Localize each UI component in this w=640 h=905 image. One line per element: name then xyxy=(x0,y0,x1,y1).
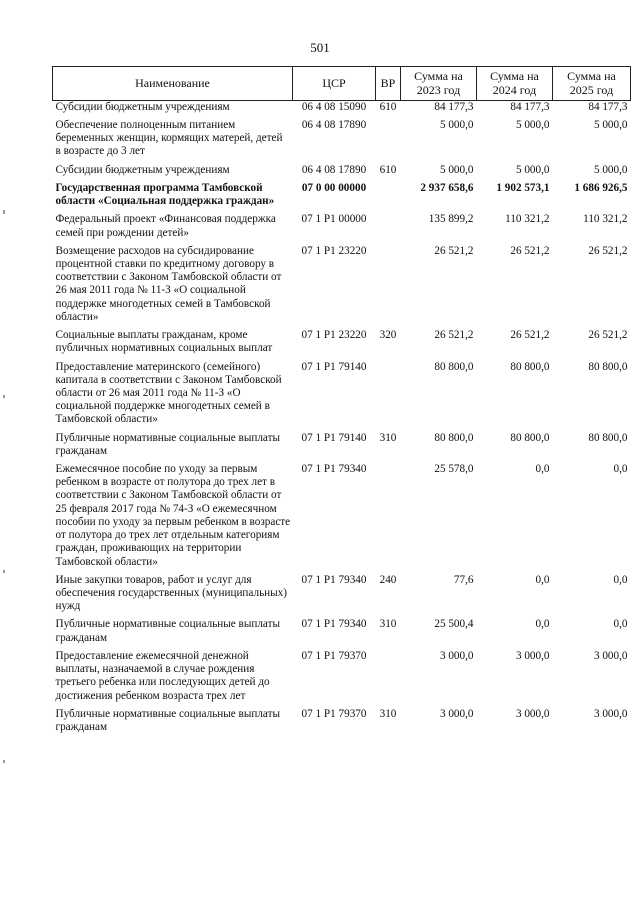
cell-sum-2024: 0,0 xyxy=(535,573,550,586)
table-row xyxy=(53,329,631,360)
table-row xyxy=(53,708,631,739)
table-row xyxy=(53,213,631,244)
cell-sum-2023: 26 521,2 xyxy=(434,244,474,257)
cell-name: Иные закупки товаров, работ и услуг для обеспечения государственных (муниципальных) нужд xyxy=(55,573,287,613)
cell-sum-2025: 26 521,2 xyxy=(588,244,628,257)
cell-vr: 240 xyxy=(379,573,397,586)
cell-sum-2023: 135 899,2 xyxy=(428,213,474,226)
cell-sum-2025: 80 800,0 xyxy=(588,431,628,444)
cell-csr: 06 4 08 17890 xyxy=(301,119,367,131)
header-vr: ВР xyxy=(376,67,401,101)
cell-csr: 07 0 00 00000 xyxy=(301,181,367,194)
table-body xyxy=(53,100,631,739)
cell-sum-2023: 5 000,0 xyxy=(439,119,474,131)
cell-sum-2024: 26 521,2 xyxy=(510,244,550,257)
cell-sum-2024: 3 000,0 xyxy=(515,707,550,720)
cell-vr xyxy=(376,650,401,708)
cell-name: Субсидии бюджетным учреждениям xyxy=(55,163,230,176)
cell-vr: 610 xyxy=(379,100,397,113)
cell-sum-2024: 1 902 573,1 xyxy=(496,181,550,194)
cell-vr: 310 xyxy=(379,707,397,720)
cell-csr: 06 4 08 17890 xyxy=(301,163,367,176)
cell-sum-2023: 84 177,3 xyxy=(434,100,474,113)
header-sum-2023: Сумма на 2023 год xyxy=(401,67,477,101)
cell-sum-2023: 80 800,0 xyxy=(434,431,474,444)
cell-sum-2023: 25 500,4 xyxy=(434,618,474,631)
cell-sum-2025: 3 000,0 xyxy=(593,649,628,662)
scan-margin-mark xyxy=(3,570,5,573)
cell-csr: 07 1 P1 79140 xyxy=(301,360,367,373)
cell-sum-2023: 25 578,0 xyxy=(434,463,474,476)
cell-csr: 07 1 P1 79370 xyxy=(301,649,367,662)
table-row xyxy=(53,361,631,432)
cell-csr: 07 1 P1 79340 xyxy=(301,573,367,586)
page-number: 501 xyxy=(310,40,330,55)
cell-name: Социальные выплаты гражданам, кроме публичных нормативных социальных выплат xyxy=(55,329,273,355)
cell-sum-2025: 84 177,3 xyxy=(588,100,628,113)
cell-csr: 07 1 P1 23220 xyxy=(301,329,367,342)
table-row xyxy=(53,463,631,574)
cell-sum-2025: 26 521,2 xyxy=(588,329,628,342)
scan-margin-mark xyxy=(3,210,5,214)
cell-sum-2023: 3 000,0 xyxy=(439,707,474,720)
cell-csr: 06 4 08 15090 xyxy=(301,100,367,113)
cell-name: Обеспечение полноценным питанием беременных женщин, кормящих матерей, детей в возрасте до 3 лет xyxy=(55,119,283,158)
cell-name: Публичные нормативные социальные выплаты гражданам xyxy=(55,707,281,733)
cell-csr: 07 1 P1 00000 xyxy=(301,213,367,226)
header-sum-2025: Сумма на 2025 год xyxy=(553,67,631,101)
scan-margin-mark xyxy=(3,760,5,763)
cell-name: Предоставление ежемесячной денежной выплаты, назначаемой в случае рождения третьего ребенка или последующих детей до достижения ребенком возраста трех лет xyxy=(55,649,270,702)
cell-csr: 07 1 P1 23220 xyxy=(301,244,367,257)
table-row xyxy=(53,618,631,649)
cell-sum-2024: 110 321,2 xyxy=(505,213,550,226)
cell-sum-2025: 0,0 xyxy=(613,463,628,476)
cell-sum-2024: 0,0 xyxy=(535,463,550,476)
cell-sum-2025: 0,0 xyxy=(613,573,628,586)
cell-sum-2025: 80 800,0 xyxy=(588,360,628,373)
cell-vr: 310 xyxy=(379,618,397,631)
table-row xyxy=(53,574,631,619)
cell-csr: 07 1 P1 79340 xyxy=(301,618,367,631)
table-row xyxy=(53,432,631,463)
cell-csr: 07 1 P1 79370 xyxy=(301,707,367,720)
cell-sum-2024: 80 800,0 xyxy=(510,360,550,373)
cell-sum-2024: 5 000,0 xyxy=(515,119,550,131)
table-row xyxy=(53,119,631,164)
cell-name: Публичные нормативные социальные выплаты гражданам xyxy=(55,431,281,457)
cell-vr: 310 xyxy=(379,431,397,444)
budget-table xyxy=(52,66,631,739)
cell-name: Государственная программа Тамбовской области «Социальная поддержка граждан» xyxy=(55,181,275,208)
cell-sum-2024: 26 521,2 xyxy=(510,329,550,342)
table-row xyxy=(53,182,631,213)
cell-vr xyxy=(376,463,401,574)
cell-csr: 07 1 P1 79140 xyxy=(301,431,367,444)
cell-csr: 07 1 P1 79340 xyxy=(301,463,367,476)
cell-sum-2023: 26 521,2 xyxy=(434,329,474,342)
table-row xyxy=(53,650,631,708)
cell-vr xyxy=(376,245,401,329)
cell-sum-2023: 5 000,0 xyxy=(439,163,474,176)
cell-sum-2025: 5 000,0 xyxy=(593,163,628,176)
table-header-row xyxy=(53,67,631,101)
cell-sum-2025: 110 321,2 xyxy=(583,213,628,226)
cell-sum-2024: 3 000,0 xyxy=(515,649,550,662)
cell-sum-2024: 80 800,0 xyxy=(510,431,550,444)
cell-sum-2023: 3 000,0 xyxy=(439,649,474,662)
cell-name: Публичные нормативные социальные выплаты гражданам xyxy=(55,618,281,644)
cell-sum-2024: 5 000,0 xyxy=(515,163,550,176)
cell-sum-2024: 0,0 xyxy=(535,618,550,631)
cell-name: Предоставление материнского (семейного) капитала в соответствии с Законом Тамбовской области от 26 мая 2011 года № 11-З «О социальной поддержке многодетных семей в Тамбовской области» xyxy=(55,360,282,426)
table-row xyxy=(53,100,631,119)
cell-vr xyxy=(376,213,401,244)
cell-name: Субсидии бюджетным учреждениям xyxy=(55,100,230,113)
cell-sum-2025: 3 000,0 xyxy=(593,707,628,720)
header-csr: ЦСР xyxy=(293,67,376,101)
cell-vr: 610 xyxy=(379,163,397,176)
table-row xyxy=(53,164,631,182)
table-row xyxy=(53,245,631,329)
header-sum-2024: Сумма на 2024 год xyxy=(477,67,553,101)
cell-sum-2025: 0,0 xyxy=(613,618,628,631)
header-name: Наименование xyxy=(53,67,293,101)
cell-sum-2025: 5 000,0 xyxy=(593,119,628,131)
cell-sum-2023: 80 800,0 xyxy=(434,360,474,373)
cell-vr xyxy=(376,361,401,432)
cell-name: Возмещение расходов на субсидирование процентной ставки по кредитному договору в соответствии с Законом Тамбовской области от 26 мая 2011 года № 11-З «О социальной поддержке многодетных семей в Тамбовской области» xyxy=(55,244,282,323)
cell-sum-2025: 1 686 926,5 xyxy=(574,181,628,194)
cell-name: Федеральный проект «Финансовая поддержка семей при рождении детей» xyxy=(55,213,276,239)
cell-sum-2024: 84 177,3 xyxy=(510,100,550,113)
cell-vr xyxy=(376,182,401,213)
cell-sum-2023: 2 937 658,6 xyxy=(420,181,474,194)
cell-vr: 320 xyxy=(379,329,397,342)
cell-vr xyxy=(376,119,401,164)
scan-margin-mark xyxy=(3,395,5,398)
cell-name: Ежемесячное пособие по уходу за первым ребенком в возрасте от полутора до трех лет в соответствии с Законом Тамбовской области от 25 февраля 2017 года № 74-З «О ежемесячном пособии по уходу за первым ребенком в возрасте от полутора до трех лет отдельным категориям граждан, проживающих на территории Тамбовской области» xyxy=(55,463,291,568)
cell-sum-2023: 77,6 xyxy=(453,573,474,586)
